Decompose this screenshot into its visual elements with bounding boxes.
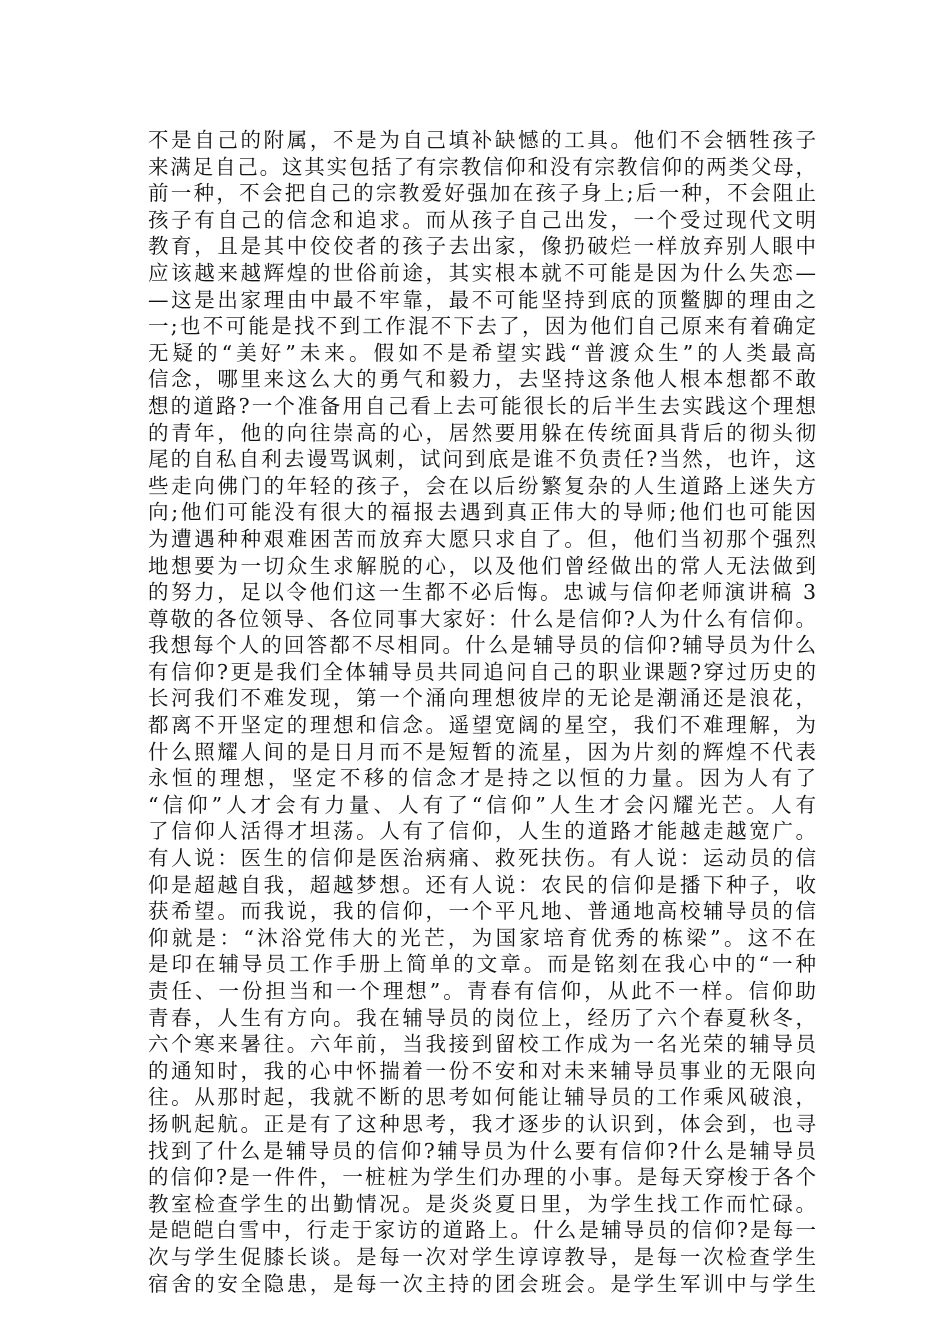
text-line: 次与学生促膝长谈。是每一次对学生谆谆教导，是每一次检查学生 xyxy=(148,1244,816,1269)
text-line: 宿舍的安全隐患，是每一次主持的团会班会。是学生军训中与学生 xyxy=(148,1271,816,1296)
text-line: 有人说：医生的信仰是医治病痛、救死扶伤。有人说：运动员的信 xyxy=(148,846,816,871)
text-line: 向;他们可能没有很大的福报去遇到真正伟大的导师;他们也可能因 xyxy=(148,500,816,525)
text-line: 前一种，不会把自己的宗教爱好强加在孩子身上;后一种，不会阻止 xyxy=(148,181,816,206)
text-line: 往。从那时起，我就不断的思考如何能让辅导员的工作乘风破浪， xyxy=(148,1085,816,1110)
text-line: 我想每个人的回答都不尽相同。什么是辅导员的信仰?辅导员为什么 xyxy=(148,633,816,658)
text-line: 教育，且是其中佼佼者的孩子去出家，像扔破烂一样放弃别人眼中 xyxy=(148,234,816,259)
text-line: 尾的自私自利去谩骂讽刺，试问到底是谁不负责任?当然，也许，这 xyxy=(148,447,816,472)
text-line: 无疑的“美好”未来。假如不是希望实践“普渡众生”的人类最高 xyxy=(148,340,816,365)
text-line: 来满足自己。这其实包括了有宗教信仰和没有宗教信仰的两类父母， xyxy=(148,154,816,179)
text-line: 不是自己的附属，不是为自己填补缺憾的工具。他们不会牺牲孩子 xyxy=(148,128,816,152)
text-line: 仰是超越自我，超越梦想。还有人说：农民的信仰是播下种子，收 xyxy=(148,872,816,897)
text-line: 一;也不可能是找不到工作混不下去了，因为他们自己原来有着确定 xyxy=(148,314,816,339)
text-line: 孩子有自己的信念和追求。而从孩子自己出发，一个受过现代文明 xyxy=(148,207,816,232)
text-line: 信念，哪里来这么大的勇气和毅力，去坚持这条他人根本想都不敢 xyxy=(148,367,816,392)
text-line: 为遭遇种种艰难困苦而放弃大愿只求自了。但，他们当初那个强烈 xyxy=(148,526,816,551)
text-line: 的青年，他的向往崇高的心，居然要用躲在传统面具背后的彻头彻 xyxy=(148,420,816,445)
text-line: 是皑皑白雪中，行走于家访的道路上。什么是辅导员的信仰?是每一 xyxy=(148,1218,816,1243)
text-line: 是印在辅导员工作手册上简单的文章。而是铭刻在我心中的“一种 xyxy=(148,952,816,977)
text-line: 找到了什么是辅导员的信仰?辅导员为什么要有信仰?什么是辅导员 xyxy=(148,1138,816,1163)
text-line: 获希望。而我说，我的信仰，一个平凡地、普通地高校辅导员的信 xyxy=(148,899,816,924)
text-line: 青春，人生有方向。我在辅导员的岗位上，经历了六个春夏秋冬， xyxy=(148,1005,816,1030)
text-line: 有信仰?更是我们全体辅导员共同追问自己的职业课题?穿过历史的 xyxy=(148,659,816,684)
text-line: 六个寒来暑往。六年前，当我接到留校工作成为一名光荣的辅导员 xyxy=(148,1032,816,1057)
text-line: 都离不开坚定的理想和信念。遥望宽阔的星空，我们不难理解，为 xyxy=(148,713,816,738)
text-line: 了信仰人活得才坦荡。人有了信仰，人生的道路才能越走越宽广。 xyxy=(148,819,816,844)
text-line: 地想要为一切众生求解脱的心，以及他们曾经做出的常人无法做到 xyxy=(148,553,816,578)
text-line: 的通知时，我的心中怀揣着一份不安和对未来辅导员事业的无限向 xyxy=(148,1058,816,1083)
body-text xyxy=(148,127,816,1297)
text-line: 扬帆起航。正是有了这种思考，我才逐步的认识到，体会到，也寻 xyxy=(148,1111,816,1136)
text-line: 应该越来越辉煌的世俗前途，其实根本就不可能是因为什么失恋— xyxy=(148,260,816,285)
text-line: 什么照耀人间的是日月而不是短暂的流星，因为片刻的辉煌不代表 xyxy=(148,739,816,764)
text-line: 责任、一份担当和一个理想”。青春有信仰，从此不一样。信仰助 xyxy=(148,979,816,1003)
text-line: 教室检查学生的出勤情况。是炎炎夏日里，为学生找工作而忙碌。 xyxy=(148,1191,816,1216)
text-line: 些走向佛门的年轻的孩子，会在以后纷繁复杂的人生道路上迷失方 xyxy=(148,473,816,498)
text-line: 的努力，足以令他们这一生都不必后悔。忠诚与信仰老师演讲稿 3 xyxy=(148,580,816,605)
text-line: 仰就是：“沐浴党伟大的光芒，为国家培育优秀的栋梁”。这不在 xyxy=(148,925,816,950)
text-line: —这是出家理由中最不牢靠，最不可能坚持到底的顶鳖脚的理由之 xyxy=(148,287,816,312)
text-line: 想的道路?一个准备用自己看上去可能很长的后半生去实践这个理想 xyxy=(148,393,816,418)
text-line: 的信仰?是一件件，一桩桩为学生们办理的小事。是每天穿梭于各个 xyxy=(148,1165,816,1190)
text-line: 长河我们不难发现，第一个涌向理想彼岸的无论是潮涌还是浪花， xyxy=(148,686,816,711)
text-line: 尊敬的各位领导、各位同事大家好：什么是信仰?人为什么有信仰。 xyxy=(148,606,816,631)
text-line: 永恒的理想，坚定不移的信念才是持之以恒的力量。因为人有了 xyxy=(148,766,816,791)
text-line: “信仰”人才会有力量、人有了“信仰”人生才会闪耀光芒。人有 xyxy=(148,792,816,817)
